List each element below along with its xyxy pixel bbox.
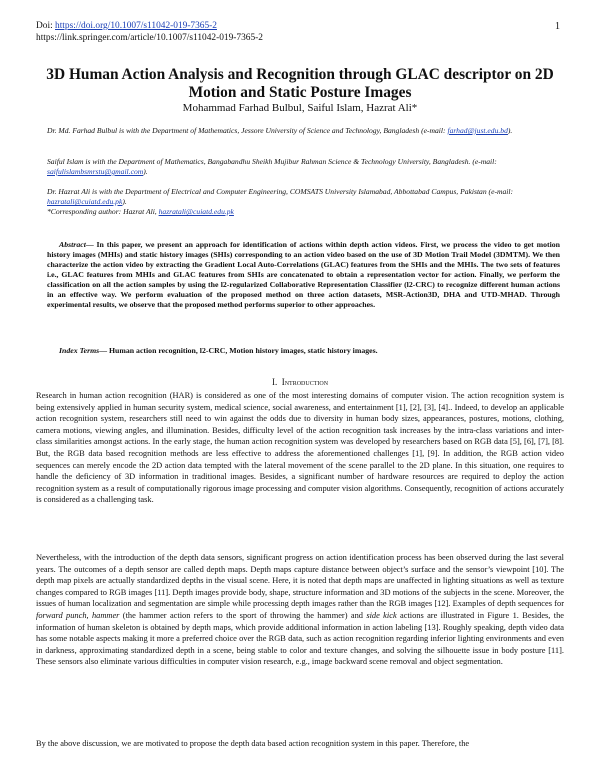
section-heading: I. Introduction <box>271 377 329 387</box>
article-url: https://link.springer.com/article/10.1007/s11042-019-7365-2 <box>36 33 263 43</box>
paragraph-1: Research in human action recognition (HAR) is considered as one of the most interesting domains of computer vision. The action recognition system is being extensively applied in human security system, medical science, social awareness, and entertainment [1], [2], [3], [4].. Indeed, to develop an applicable action recognition system, researchers still need to win against the odds due to diversity in human body sizes, appearances, postures, motions, clothing, camera motions, viewing angles, and illumination. Besides, difficulty level of the action recognition task increases by the intra-class variations and inter-class similarities amongst actions. In the early stage, the human action recognition system was developed by researchers based on RGB data [5], [6], [7], [8]. But, the RGB data based recognition methods are less effective to address the aforementioned challenges [1], [9]. In addition, the RGB action video sequences can merely encode the 2D action data tempted with the lateral movement of the scene parallel to the 2D plane. In this situation, one requires to handle the deficiency of 3D information in traditional images. Besides, a significant number of hardware resources are required to deploy the action recognition system as a result of computationally rigorous image processing and computer vision algorithms. Consequently, recognition of actions accurately is considered as a challenging task. <box>36 391 564 505</box>
index-terms <box>47 346 560 355</box>
email-link-3[interactable]: hazratali@cuiatd.edu.pk <box>47 197 123 206</box>
abstract-label: Abstract <box>59 240 86 249</box>
paragraph-3: By the above discussion, we are motivated to propose the depth data based action recognition system in this paper. Therefore, the <box>36 739 470 748</box>
email-link-corresponding[interactable]: hazratali@cuiatd.edu.pk <box>158 207 234 216</box>
doi-link[interactable]: https://doi.org/10.1007/s11042-019-7365-2 <box>55 21 217 31</box>
page-number: 1 <box>555 21 560 32</box>
affiliation-2: Saiful Islam is with the Department of Mathematics, Bangabandhu Sheikh Mujibur Rahman Science & Technology University, Bangladesh. (e-mail: saifulislambsmrstu@gmail.com). <box>47 157 497 176</box>
page-header <box>36 20 263 44</box>
paragraph-2: Nevertheless, with the introduction of the depth data sensors, significant progress on action identification process has been observed during the last several years. The outcomes of a depth sensor are called depth maps. Depth maps capture distance between object’s surface and the sensor’s viewpoint [10]. The depth map pixels are actually standardized depths in the visual scene. Here, it is noted that depth maps are unaffected in lighting situations as well as texture changes compared to RGB images [11]. Depth images provide body, shape, structure information and 3D motions of the subjects in the scene. Moreover, the issues of human localization and segmentation are simple while processing depth images rather than the RGB images [12]. Examples of depth sequences for forward punch, hammer (the hammer action refers to the sport of throwing the hammer) and side kick actions are illustrated in Figure 1. Besides, the information of human skeleton is obtained by depth maps, which provide additional information in action labeling [13]. Roughly speaking, depth video data has some notable aspects making it more a preferred choice over the RGB data, such as action recognition regarding inferior lighting environments and even in darkness, approximating standardized depth in a scene, being stable to color and texture changes, and solving the silhouette issue in body posture [11]. These sensors also eliminate various difficulties in computer vision research, e.g., image backward scene removal and object segmentation. <box>36 553 564 667</box>
affiliation-3: Dr. Hazrat Ali is with the Department of Electrical and Computer Engineering, COMSATS University Islamabad, Abbottabad Campus, Pakistan (e-mail: hazratali@cuiatd.edu.pk). *Corresponding author: Hazrat Ali, hazratali@cuiatd.edu.pk <box>47 187 513 216</box>
email-link-1[interactable]: farhad@just.edu.bd <box>447 126 508 135</box>
affiliation-1: Dr. Md. Farhad Bulbul is with the Department of Mathematics, Jessore University of Science and Technology, Bangladesh (e-mail: farhad@just.edu.bd). <box>47 126 513 135</box>
corresponding-author: *Corresponding author: Hazrat Ali, <box>47 207 157 216</box>
paper-authors: Mohammad Farhad Bulbul, Saiful Islam, Hazrat Ali* <box>182 102 418 114</box>
doi-line: Doi: https://doi.org/10.1007/s11042-019-7365-2 <box>36 21 217 31</box>
index-terms-label: Index Terms <box>59 346 100 355</box>
email-link-2[interactable]: saifulislambsmrstu@gmail.com <box>47 167 144 176</box>
abstract <box>47 240 560 310</box>
abstract-text: — In this paper, we present an approach for identification of actions within depth action videos. First, we process the video to get motion history images (MHIs) and static history images (SHIs) corresponding to an action video based on the use of 3D Motion Trail Model (3DMTM). We then characterize the action video by extracting the Gradient Local Auto-Correlations (GLAC) features from the SHIs and the MHIs. The two sets of features i.e., GLAC features from MHIs and GLAC features from SHIs are concatenated to obtain a representation vector for action. Finally, we perform the classification on all the action samples by using the l2-regularized Collaborative Representation Classifier (l2-CRC) to recognize different human actions in an effective way. We perform evaluation of the proposed method on three action datasets, MSR-Action3D, DHA and UTD-MHAD. Through experimental results, we observe that the proposed method performs superior to other approaches. <box>47 240 560 309</box>
paper-title: 3D Human Action Analysis and Recognition through GLAC descriptor on 2D Motion and Static Posture Images <box>46 66 554 101</box>
index-terms-text: — Human action recognition, l2-CRC, Motion history images, static history images. <box>99 346 378 355</box>
